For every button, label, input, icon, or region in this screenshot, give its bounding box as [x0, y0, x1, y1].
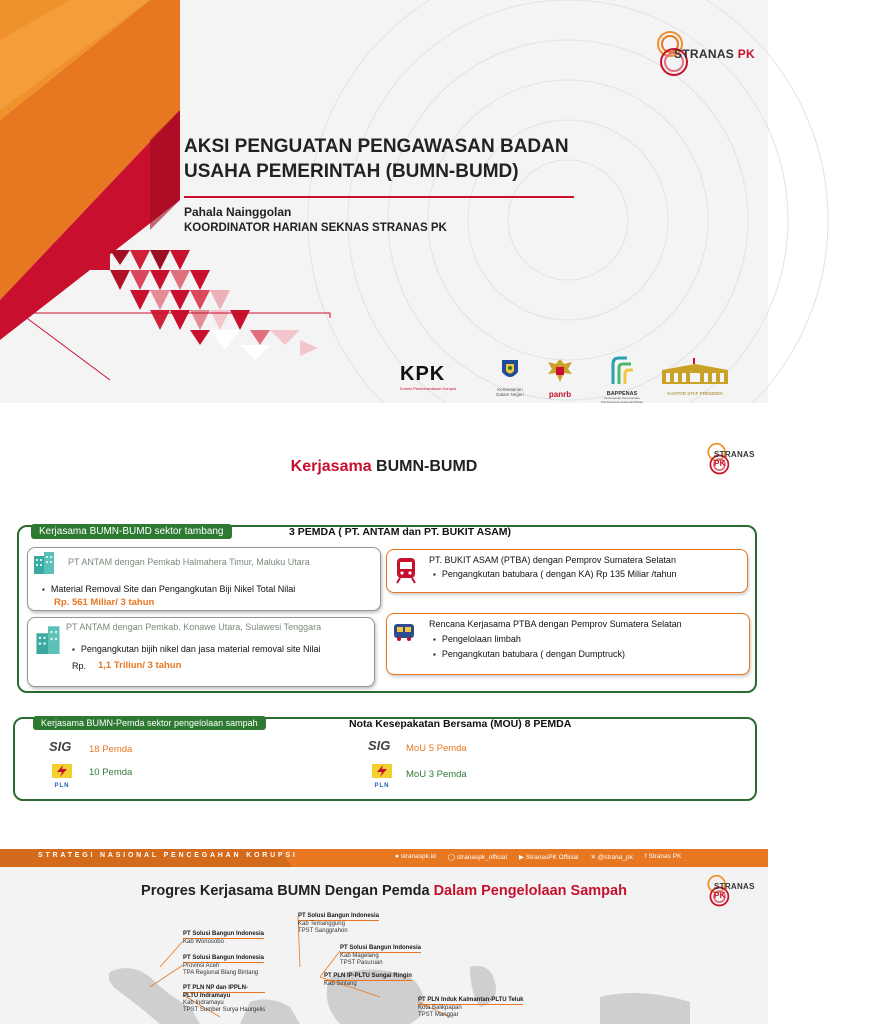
pln-logo-right	[371, 764, 393, 789]
kpk-caption: Komisi Pemberantasan Korupsi	[400, 386, 457, 391]
brand-name: STRANAS	[674, 47, 735, 61]
panrb-caption: panrb	[548, 390, 572, 399]
pln-pemda-count: 10 Pemda	[89, 767, 133, 778]
card-title: PT ANTAM dengan Pemkab. Konawe Utara, Sulawesi Tenggara	[66, 622, 322, 632]
card-amount: Rp. 561 Miliar/ 3 tahun	[54, 597, 155, 608]
card-title: PT. BUKIT ASAM (PTBA) dengan Pemprov Sumatera Selatan	[429, 555, 676, 565]
section-tag-tambang: Kerjasama BUMN-BUMD sektor tambang	[31, 524, 232, 539]
card-bullet: ▪ Pengelolaan limbah	[433, 634, 521, 644]
brand-name: STRANAS	[714, 882, 755, 891]
stranas-pk-logo	[646, 28, 755, 80]
sig-logo-left: SIG	[49, 739, 72, 754]
decorative-geometry	[0, 0, 330, 403]
instagram-link[interactable]: ◯ stranaspk_official	[447, 854, 507, 861]
pln-label: PLN	[374, 783, 390, 789]
slide3-heading	[0, 883, 768, 899]
social-links	[395, 853, 681, 861]
ksp-caption: KANTOR STAF PRESIDEN	[667, 391, 723, 396]
heading-red-part: Dalam Pengelolaan Sampah	[433, 883, 627, 899]
ksp-logo	[656, 356, 734, 396]
brand-suffix: PK	[714, 891, 726, 900]
palace-icon	[658, 356, 732, 386]
map-label: PT PLN IP-PLTU Sungai Ringin Kab Sintang	[324, 973, 412, 987]
map-label: PT Solusi Bangun Indonesia Kab Magelang TPST Pasuruan	[340, 945, 422, 966]
card-antam-konawe	[27, 617, 375, 687]
website-link[interactable]: ● stranaspk.id	[395, 853, 436, 860]
presenter-role: KOORDINATOR HARIAN SEKNAS STRANAS PK	[184, 222, 447, 234]
kemendagri-caption-2: Dalam Negeri	[496, 392, 524, 397]
twitter-link[interactable]: ✕ @strana_pk	[590, 854, 633, 861]
card-bullet: ▪ Pengangkutan batubara ( dengan Dumptruck)	[433, 649, 625, 659]
kpk-mark: KPK	[400, 363, 446, 385]
section-label-tambang: 3 PEMDA ( PT. ANTAM dan PT. BUKIT ASAM)	[289, 526, 512, 538]
title-line-2: USAHA PEMERINTAH (BUMN-BUMD)	[184, 161, 519, 182]
kemendagri-logo	[492, 358, 528, 397]
kemendagri-caption-1: Kementerian	[497, 387, 523, 392]
sig-logo-right: SIG	[368, 738, 391, 753]
strip-title: STRATEGI NASIONAL PENCEGAHAN KORUPSI	[38, 852, 298, 859]
train-icon	[395, 556, 417, 584]
title-line-1: AKSI PENGUATAN PENGAWASAN BADAN	[184, 136, 569, 157]
panrb-logo	[542, 356, 578, 399]
building-icon	[34, 624, 62, 654]
card-bullet: ▪ Pengangkutan batubara ( dengan KA) Rp 135 Miliar /tahun	[433, 569, 677, 579]
pln-logo-left	[51, 764, 73, 789]
garuda-icon	[546, 356, 574, 386]
section-label-sampah: Nota Kesepakatan Bersama (MOU) 8 PEMDA	[349, 718, 572, 730]
map-label: PT PLN NP dan IPPLN- PLTU Indramayu Kab Indramayu TPST Sumber Surya Haurgelis	[183, 985, 266, 1013]
card-amount-prefix: Rp.	[72, 661, 87, 671]
map-label: PT Solusi Bangun Indonesia Kab Temanggung TPST Sanggrahon	[298, 913, 380, 934]
heading-dark-part: BUMN-BUMD	[376, 458, 478, 475]
footer-strip	[0, 849, 768, 867]
slide-title	[184, 134, 604, 184]
bappenas-caption: BAPPENAS	[606, 391, 638, 397]
map-label: PT Solusi Bangun Indonesia Kab Wonosobo	[183, 931, 265, 945]
sig-pemda-count: 18 Pemda	[89, 744, 133, 755]
title-divider	[184, 196, 574, 198]
section-tag-sampah: Kerjasama BUMN-Pemda sektor pengelolaan sampah	[33, 716, 266, 730]
heading-red-part: Kerjasama	[290, 458, 372, 475]
bappenas-logo	[594, 356, 650, 408]
kerjasama-slide	[0, 403, 768, 863]
slide2-heading	[0, 458, 768, 476]
bappenas-emblem-icon	[609, 356, 635, 386]
pln-lightning-icon	[52, 764, 72, 778]
map-label: PT PLN Induk Kalmantan-PLTU Teluk Kota Balikpapan TPST Manggar	[418, 997, 524, 1018]
building-icon	[32, 550, 56, 574]
brand-name: STRANAS	[714, 450, 755, 459]
card-ptba-sumsel	[386, 549, 748, 593]
card-bullet: ▪ Pengangkutan bijih nikel dan jasa material removal site Nilai	[72, 644, 320, 654]
section-tambang	[17, 525, 757, 693]
pln-label: PLN	[54, 783, 70, 789]
bappenas-subcaption: Kementerian Perencanaan Pembangunan Nasional/ Badan	[600, 396, 644, 404]
brand-suffix: PK	[737, 47, 756, 61]
section-sampah	[13, 717, 757, 801]
progress-slide	[0, 867, 768, 1024]
bus-icon	[393, 622, 415, 642]
stranas-pk-logo-small	[700, 441, 768, 477]
presenter-name: Pahala Nainggolan	[184, 205, 292, 219]
card-title: PT ANTAM dengan Pemkab Halmahera Timur, Maluku Utara	[68, 557, 310, 567]
pln-lightning-icon	[372, 764, 392, 778]
kpk-logo	[400, 364, 482, 391]
facebook-link[interactable]: f Stranas PK	[644, 853, 682, 860]
sig-mou-count: MoU 5 Pemda	[406, 743, 467, 754]
stranas-pk-logo-small	[700, 873, 768, 909]
heading-dark-part: Progres Kerjasama BUMN Dengan Pemda	[141, 883, 430, 899]
kemendagri-emblem-icon	[500, 358, 520, 382]
youtube-link[interactable]: ▶ StranasPK Official	[518, 854, 579, 861]
title-slide	[0, 0, 768, 403]
card-antam-halmahera	[27, 547, 381, 611]
brand-suffix: PK	[714, 459, 726, 468]
map-label: PT Solusi Bangun Indonesia Provinsi Aceh TPA Regional Blang Bintang	[183, 955, 265, 976]
card-title: Rencana Kerjasama PTBA dengan Pemprov Sumatera Selatan	[429, 619, 682, 629]
card-ptba-rencana	[386, 613, 750, 675]
card-bullet: ▪ Material Removal Site dan Pengangkutan Biji Nikel Total Nilai	[42, 584, 295, 594]
pln-mou-count: MoU 3 Pemda	[406, 769, 467, 780]
card-amount: 1,1 Triliun/ 3 tahun	[98, 660, 182, 671]
